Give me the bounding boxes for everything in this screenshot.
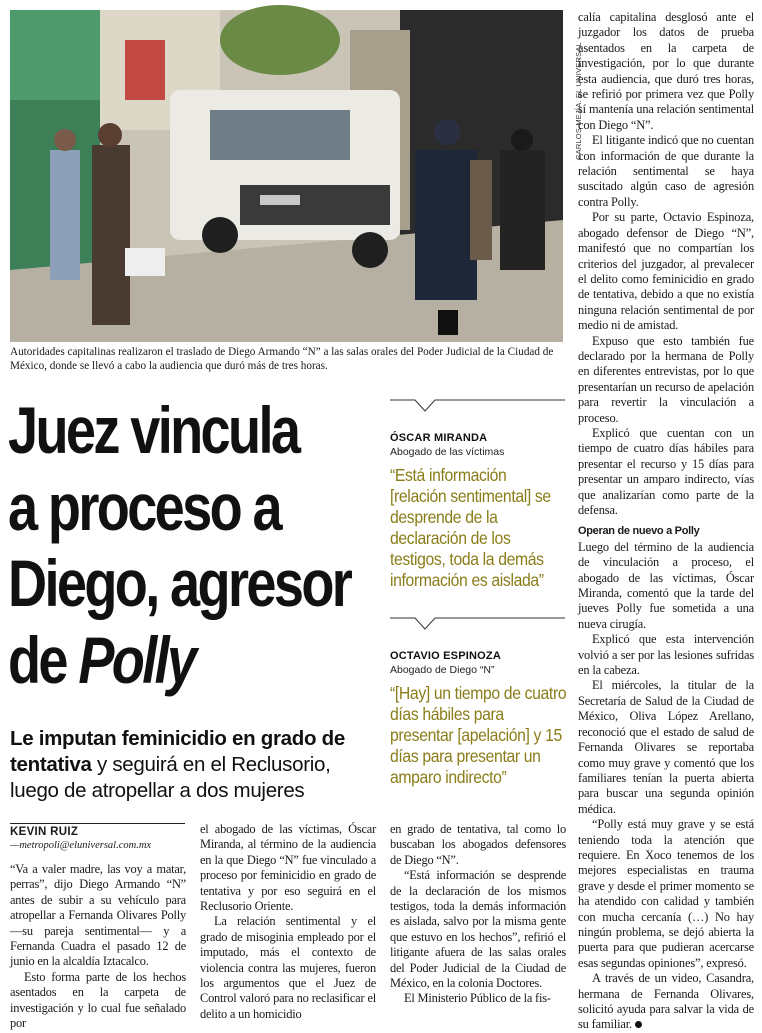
paragraph: en grado de tentativa, tal como lo buscaban los abogados defensores de Diego “N”. <box>390 822 566 867</box>
headline-line-3: Diego, agresor <box>8 546 351 620</box>
paragraph: Luego del término de la audiencia de vinculación a proceso, el abogado de las víctimas, Óscar Miranda, comentó que la tarde del jueves Polly fue sometida a una nueva cirugía. <box>578 539 754 631</box>
article-column-2 <box>200 822 376 1022</box>
paragraph: La relación sentimental y el grado de misoginia empleado por el imputado, más el contexto de violencia contra las mujeres, fueron los argumentos que el Juez de Control valoró para no reclasificar el delito a un homicidio <box>200 914 376 1021</box>
quote-speaker-name: OCTAVIO ESPINOZA <box>390 650 501 662</box>
news-photo <box>10 10 563 342</box>
paragraph: Esto forma parte de los hechos asentados en la carpeta de investigación y lo cual fue señalado por <box>10 969 186 1031</box>
paragraph: el abogado de las víctimas, Óscar Miranda, al término de la audiencia en la que Diego “N” fue vinculado a proceso por feminicidio en grado de tentativa y por eso seguirá en el Reclusorio Oriente. <box>200 822 376 914</box>
author-email: —metropoli@eluniversal.com.mx <box>10 840 152 851</box>
photo-caption: Autoridades capitalinas realizaron el traslado de Diego Armando “N” a las salas orales del Poder Judicial de la Ciudad de México, donde se llevó a cabo la audiencia que duró más de tres horas. <box>10 346 554 372</box>
quote-box-1 <box>390 398 565 591</box>
article-column-1 <box>10 862 186 1031</box>
section-subtitle: Operan de nuevo a Polly <box>578 525 700 538</box>
paragraph: calía capitalina desglosó ante el juzgador los datos de prueba asentados en la carpeta de investigación, por lo que durante esta audiencia, que duró tres horas, se refirió por primera vez que Polly sí mantenía una relación sentimental con Diego “N”. <box>578 10 754 132</box>
headline-line-2: a proceso a <box>8 469 280 544</box>
article-column-3 <box>390 822 566 1007</box>
paragraph: “Está información se desprende de la declaración de los mismos testigos, toda la demás información es aislada, salvo por la misma gente que estuvo en los hechos”, refirió el litigante afuera de las salas orales del Poder Judicial de la Ciudad de México, en la colonia Doctores. <box>390 868 566 991</box>
byline <box>10 826 185 851</box>
paragraph: Expuso que esto también fue declarado por la hermana de Polly en diferentes entrevistas, por lo que presentarían un recurso de apelación para revertir la vinculación a proceso. <box>578 333 754 425</box>
article-column-right <box>578 10 754 1033</box>
quote-speaker-role: Abogado de las víctimas <box>390 446 505 458</box>
paragraph: Explicó que esta intervención volvió a ser por las lesiones sufridas en la cabeza. <box>578 632 754 678</box>
headline-line-1: Juez vincula <box>8 393 299 467</box>
chevron-divider-icon <box>390 616 565 632</box>
photo-illustration <box>10 10 563 342</box>
photo-credit: CARLOS MEJÍA. EL UNIVERSAL <box>574 42 583 160</box>
quote-speaker-name: ÓSCAR MIRANDA <box>390 432 488 444</box>
paragraph: “Polly está muy grave y se está teniendo toda la atención que requiere. En Xoco tenemos de los mejores especialistas en trauma grave y desde el primer momento se ha atendido con calidad y también con mucha cercanía (…) No hay ningún problema, se dejó abierta la puerta para que pudieran acercarse esas segundas opiniones”, expresó. <box>578 817 754 970</box>
paragraph-last: A través de un video, Casandra, hermana de Fernanda Olivares, solicitó ayuda para salvar la vida de su familiar. <box>578 971 754 1032</box>
paragraph: El miércoles, la titular de la Secretaría de Salud de la Ciudad de México, Oliva López Arellano, reconoció que el estado de salud de Fernanda Olivares se reportaba como muy grave y comentó que los familiares tenían la puerta abierta para buscar una segunda opinión médica. <box>578 678 754 816</box>
chevron-divider-icon <box>390 398 565 414</box>
author-name: KEVIN RUIZ <box>10 826 79 838</box>
headline <box>8 392 385 698</box>
quote-speaker-role: Abogado de Diego “N” <box>390 664 495 676</box>
end-mark-icon <box>635 1021 642 1028</box>
headline-line-4: de Polly <box>8 622 195 697</box>
quote-text: “Está información [relación sentimental] se desprende de la declaración de los testigos, toda la demás información es aislada” <box>390 465 551 590</box>
quote-text: “[Hay] un tiempo de cuatro días hábiles para presentar [apelación] y 15 días para presentar un amparo indirecto” <box>390 683 567 787</box>
paragraph: El Ministerio Público de la fis- <box>404 991 551 1006</box>
paragraph: El litigante indicó que no cuentan con información de que durante la relación sentimental se haya suscitado algún caso de agresión contra Polly. <box>578 133 754 209</box>
byline-rule <box>10 823 185 824</box>
paragraph: Explicó que cuentan con un tiempo de cuatro días hábiles para presentar el recurso y 15 días para presentar un amparo indirecto, vías que analizarían como parte de la defensa. <box>578 425 754 517</box>
paragraph: Por su parte, Octavio Espinoza, abogado defensor de Diego “N”, manifestó que no compartían los criterios del juzgador, al prevalecer el delito como feminicidio en grado de tentativa, debido a que no existía ninguna relación sentimental de por medio ni de amistad. <box>578 210 754 333</box>
subheadline: Le imputan feminicidio en grado de tentativa y seguirá en el Reclusorio, luego de atropellar a dos mujeres <box>10 727 345 802</box>
quote-box-2 <box>390 616 565 788</box>
paragraph: “Va a valer madre, las voy a matar, perras”, dijo Diego Armando “N” antes de subir a su vehículo para atropellar a Fernanda Olivares Polly —su pareja sentimental— y a Fernanda Cuadra el pasado 12 de junio en la alcaldía Iztacalco. <box>10 862 186 969</box>
